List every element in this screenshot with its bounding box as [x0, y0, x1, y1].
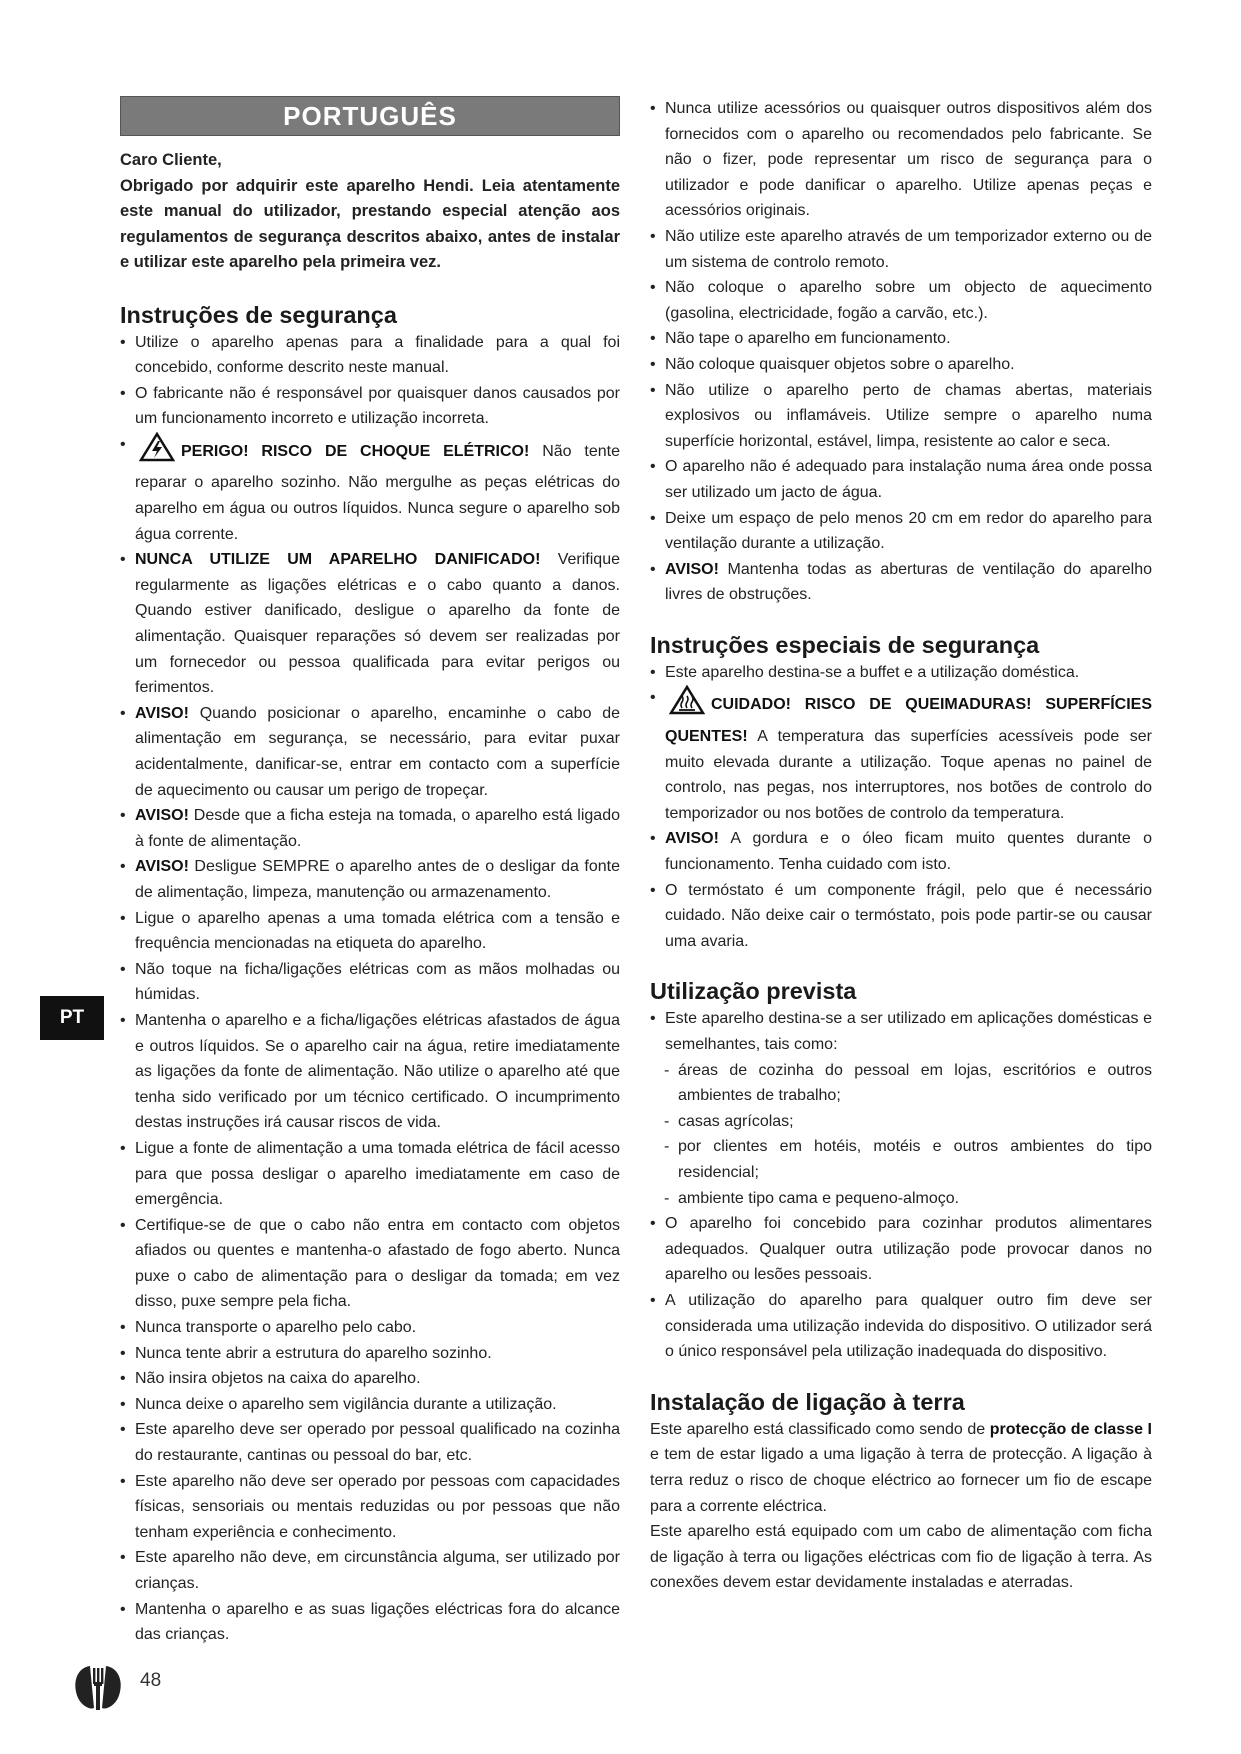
list-item: • Nunca utilize acessórios ou quaisquer outros dispositivos além dos fornecidos com o aparelho ou recomendados pelo fabricante. Se não o fizer, pode representar um risco de segurança para o utilizador e pode danificar o aparelho. Utilize apenas peças e acessórios originais. — [650, 100, 1152, 220]
list-item: • Utilize o aparelho apenas para a finalidade para a qual foi concebido, conforme descrito neste manual. — [120, 333, 620, 377]
left-column — [120, 92, 620, 1648]
list-item: • O termóstato é um componente frágil, pelo que é necessário cuidado. Não deixe cair o termóstato, pois pode partir-se ou causar uma avaria. — [650, 881, 1152, 950]
safety-list-continued — [650, 96, 1152, 608]
sub-list-item: - ambiente tipo cama e pequeno-almoço. — [664, 1189, 960, 1207]
list-item: • Não insira objetos na caixa do aparelho. — [120, 1370, 421, 1388]
list-item: • Mantenha o aparelho e a ficha/ligações elétricas afastados de água e outros líquidos. Se o aparelho cair na água, retire imediatamente as ligações da fonte de alimentação. Não utilize o aparelho até que tenha sido verificado por um técnico certificado. O incumprimento destas instruções irá causar riscos de vida. — [120, 1011, 620, 1132]
list-item: • CUIDADO! RISCO DE QUEIMADURAS! SUPERFÍCIES QUENTES! A temperatura das superfícies acessíveis pode ser muito elevada durante a utilização. Toque apenas no painel de controlo, nas pegas, nos interruptores, nos botões de controlo do temporizador ou nos botões de controlo da temperatura. — [650, 685, 1152, 826]
safety-list — [120, 330, 620, 1648]
sub-list-item: - por clientes em hotéis, motéis e outros ambientes do tipo residencial; — [664, 1138, 1152, 1181]
list-item: • Este aparelho destina-se a ser utilizado em aplicações domésticas e semelhantes, tais como: — [650, 1010, 1152, 1053]
language-side-tab: PT — [40, 996, 104, 1040]
list-item: • PERIGO! RISCO DE CHOQUE ELÉTRICO! Não tente reparar o aparelho sozinho. Não mergulhe as peças elétricas do aparelho em água ou outros líquidos. Nunca segure o aparelho sob água corrente. — [120, 432, 620, 547]
list-item: • Mantenha o aparelho e as suas ligações eléctricas fora do alcance das crianças. — [120, 1600, 620, 1644]
list-item: • O aparelho foi concebido para cozinhar produtos alimentares adequados. Qualquer outra utilização pode provocar danos no aparelho ou lesões pessoais. — [650, 1215, 1152, 1284]
grounding-paragraph-1: Este aparelho está classificado como sendo de protecção de classe I e tem de estar ligado a uma ligação à terra de protecção. A ligação à terra reduz o risco de choque eléctrico ao fornecer um fio de escape para a corrente eléctrica. — [650, 1420, 1153, 1515]
list-item: • Não toque na ficha/ligações elétricas com as mãos molhadas ou húmidas. — [120, 960, 620, 1004]
intended-use-list — [650, 1006, 1152, 1364]
list-item: • A utilização do aparelho para qualquer outro fim deve ser considerada uma utilização indevida do dispositivo. O utilizador será o único responsável pela utilização inadequada do dispositivo. — [650, 1291, 1152, 1361]
electric-shock-warning-icon — [139, 432, 175, 471]
list-item: • Não utilize o aparelho perto de chamas abertas, materiais explosivos ou inflamáveis. Utilize sempre o aparelho numa superfície horizontal, estável, limpa, resistente ao calor e seca. — [650, 381, 1152, 450]
list-item: • Nunca tente abrir a estrutura do aparelho sozinho. — [120, 1344, 492, 1362]
list-item: • Não tape o aparelho em funcionamento. — [650, 330, 951, 348]
sub-list-item: - casas agrícolas; — [664, 1112, 794, 1130]
list-item: • Não coloque quaisquer objetos sobre o aparelho. — [650, 355, 1015, 373]
list-item: • AVISO! Desde que a ficha esteja na tomada, o aparelho está ligado à fonte de alimentação. — [120, 807, 621, 850]
safety-title: Instruções de segurança — [120, 301, 397, 328]
list-item: • Este aparelho não deve ser operado por pessoas com capacidades físicas, sensoriais ou mentais reduzidas ou por pessoas que não tenham experiência e conhecimento. — [120, 1472, 620, 1541]
intro-text: Obrigado por adquirir este aparelho Hendi. Leia atentamente este manual do utilizador, prestando especial atenção aos regulamentos de segurança descritos abaixo, antes de instalar e utilizar este aparelho pela primeira vez. — [120, 176, 620, 271]
list-item: • AVISO! Desligue SEMPRE o aparelho antes de o desligar da fonte de alimentação, limpeza, manutenção ou armazenamento. — [120, 858, 620, 901]
hot-surface-warning-icon — [669, 685, 705, 724]
special-safety-list — [650, 660, 1152, 955]
intro — [120, 148, 620, 276]
list-item: • Ligue o aparelho apenas a uma tomada elétrica com a tensão e frequência mencionadas na etiqueta do aparelho. — [120, 909, 620, 953]
list-item: • Nunca deixe o aparelho sem vigilância durante a utilização. — [120, 1395, 557, 1413]
grounding-paragraph-2: Este aparelho está equipado com um cabo de alimentação com ficha de ligação à terra ou ligações eléctricas com fio de ligação à terra. As conexões devem estar devidamente instaladas e aterradas. — [650, 1523, 1152, 1592]
list-item: • AVISO! Quando posicionar o aparelho, encaminhe o cabo de alimentação em segurança, se necessário, para evitar puxar acidentalmente, danificar-se, entrar em contacto com a superfície de aquecimento ou causar um perigo de tropeçar. — [120, 704, 621, 799]
list-item: • AVISO! A gordura e o óleo ficam muito quentes durante o funcionamento. Tenha cuidado com isto. — [650, 830, 1152, 874]
right-column — [650, 96, 1152, 1596]
list-item: • AVISO! Mantenha todas as aberturas de ventilação do aparelho livres de obstruções. — [650, 560, 1152, 604]
special-safety-title: Instruções especiais de segurança — [650, 631, 1040, 658]
list-item: • Este aparelho deve ser operado por pessoal qualificado na cozinha do restaurante, cantinas ou pessoal do bar, etc. — [120, 1421, 620, 1465]
cutlery-logo-icon — [70, 1662, 126, 1717]
list-item: • Nunca transporte o aparelho pelo cabo. — [120, 1319, 417, 1337]
language-header: PORTUGUÊS — [120, 96, 620, 136]
page-number: 48 — [140, 1670, 162, 1691]
intro-greeting: Caro Cliente, — [120, 151, 222, 169]
list-item: • O fabricante não é responsável por quaisquer danos causados por um funcionamento incorreto e utilização incorreta. — [120, 384, 620, 428]
list-item: • Não utilize este aparelho através de um temporizador externo ou de um sistema de controlo remoto. — [650, 227, 1152, 271]
list-item: • Este aparelho destina-se a buffet e a utilização doméstica. — [650, 663, 1080, 681]
list-item: • Deixe um espaço de pelo menos 20 cm em redor do aparelho para ventilação durante a utilização. — [650, 509, 1152, 553]
list-item: • O aparelho não é adequado para instalação numa área onde possa ser utilizado um jacto de água. — [650, 458, 1152, 501]
intended-use-title: Utilização prevista — [650, 978, 857, 1005]
list-item: • Certifique-se de que o cabo não entra em contacto com objetos afiados ou quentes e mantenha-o afastado de fogo aberto. Nunca puxe o cabo de alimentação para o desligar da tomada; em vez disso, puxe sempre pela ficha. — [120, 1216, 620, 1311]
list-item: • Este aparelho não deve, em circunstância alguma, ser utilizado por crianças. — [120, 1549, 620, 1592]
list-item: • Não coloque o aparelho sobre um objecto de aquecimento (gasolina, electricidade, fogão a carvão, etc.). — [650, 279, 1152, 322]
sub-list-item: - áreas de cozinha do pessoal em lojas, escritórios e outros ambientes de trabalho; — [664, 1061, 1152, 1105]
list-item: • NUNCA UTILIZE UM APARELHO DANIFICADO! Verifique regularmente as ligações elétricas e o cabo quanto a danos. Quando estiver danificado, desligue o aparelho da fonte de alimentação. Quaisquer reparações só devem ser realizadas por um fornecedor ou pessoa qualificada para evitar perigos ou ferimentos. — [120, 551, 620, 697]
grounding-title: Instalação de ligação à terra — [650, 1388, 965, 1415]
list-item: • Ligue a fonte de alimentação a uma tomada elétrica de fácil acesso para que possa desligar o aparelho imediatamente em caso de emergência. — [120, 1139, 620, 1209]
